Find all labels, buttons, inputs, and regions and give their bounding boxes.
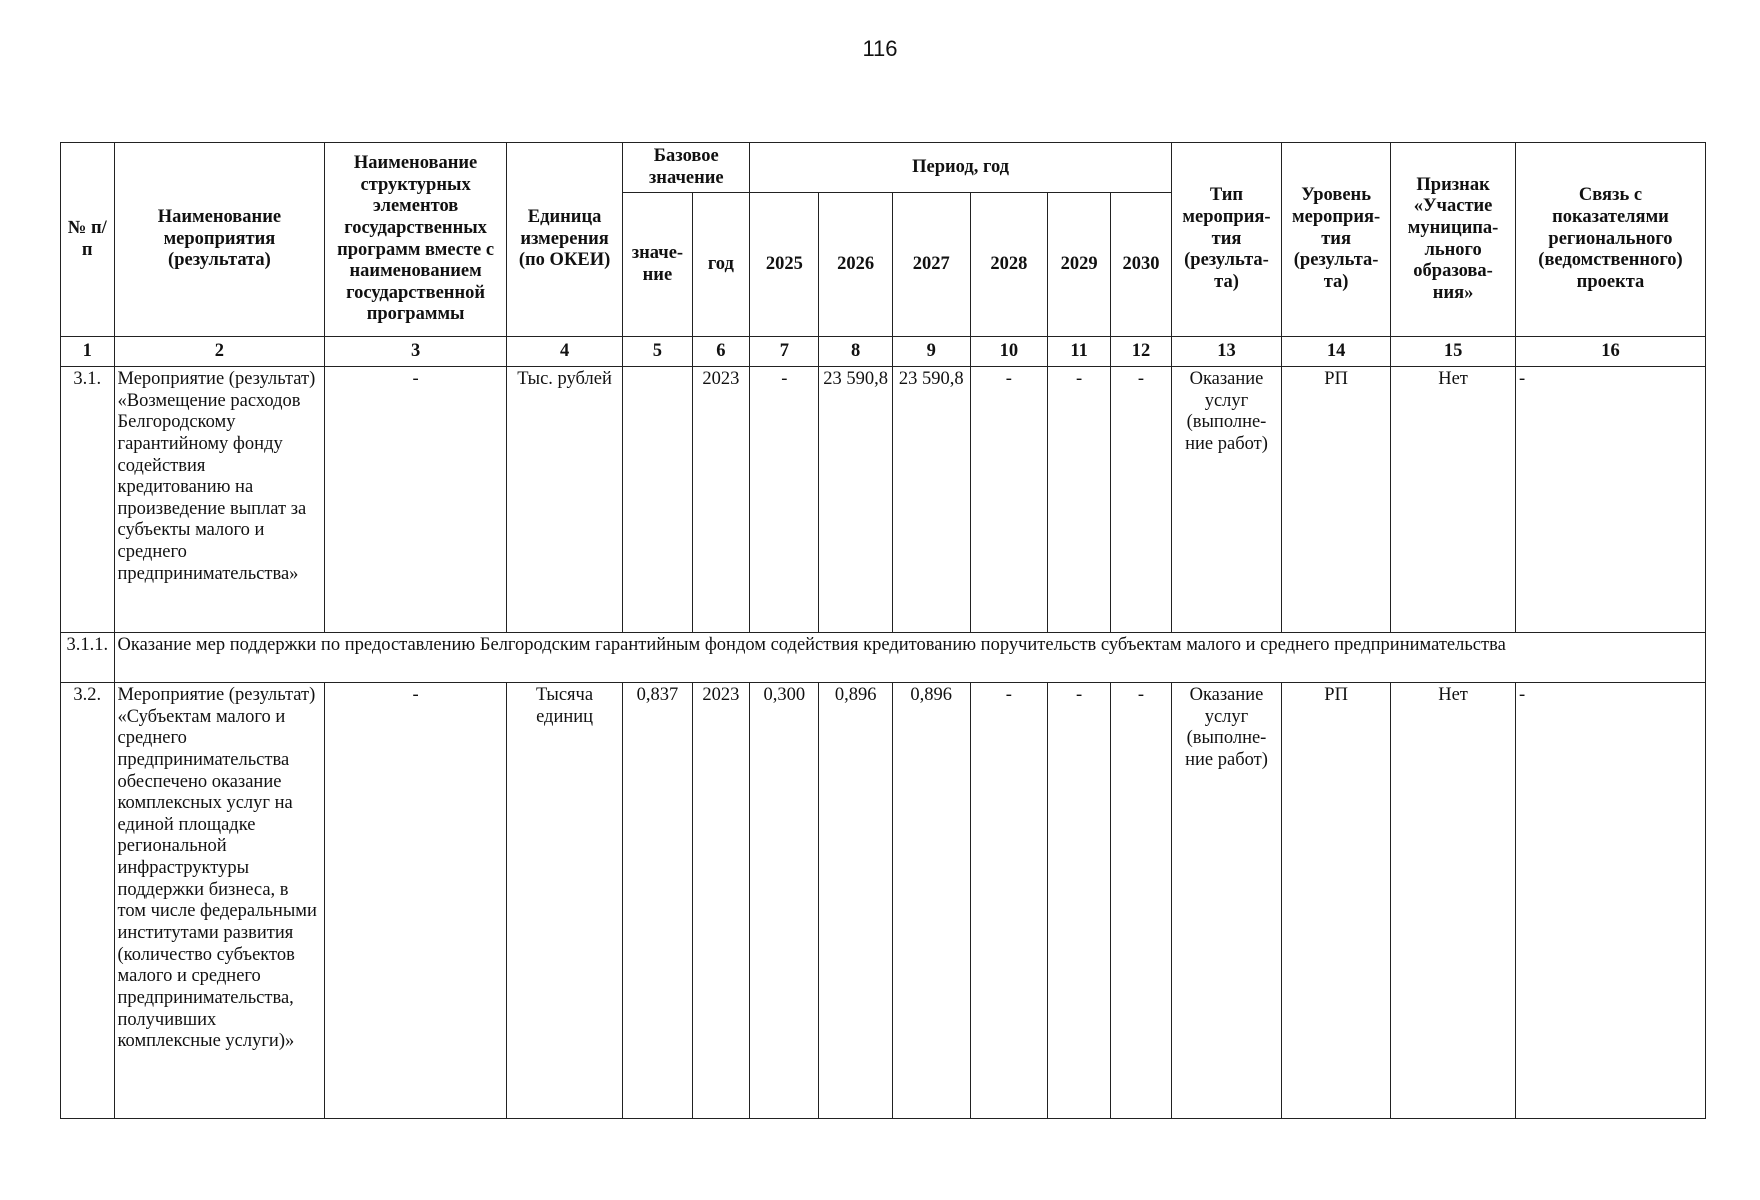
column-number: 5 [623, 337, 692, 367]
header-year-2028: 2028 [970, 193, 1048, 337]
row-number: 3.1. [61, 367, 115, 633]
row-number: 3.1.1. [61, 633, 115, 683]
column-number: 9 [892, 337, 970, 367]
project-link: - [1515, 367, 1705, 633]
value-2027: 0,896 [892, 683, 970, 1119]
row-number: 3.2. [61, 683, 115, 1119]
value-2030: - [1111, 683, 1172, 1119]
unit-of-measure: Тыс. рублей [506, 367, 622, 633]
value-2025: 0,300 [750, 683, 819, 1119]
column-number: 15 [1391, 337, 1516, 367]
activity-level: РП [1282, 367, 1391, 633]
column-number: 7 [750, 337, 819, 367]
subrow-text: Оказание мер поддержки по предоставлению Белгородским гарантийным фондом содействия кредитованию поручительств субъектам малого и среднего предпринимательства [114, 633, 1706, 683]
base-year: 2023 [692, 367, 750, 633]
column-number: 3 [325, 337, 506, 367]
header-num: № п/п [61, 143, 115, 337]
page-number: 116 [862, 36, 898, 61]
column-number: 1 [61, 337, 115, 367]
value-2026: 0,896 [819, 683, 892, 1119]
value-2028: - [970, 367, 1048, 633]
unit-of-measure: Тысяча единиц [506, 683, 622, 1119]
column-number: 2 [114, 337, 325, 367]
activities-table [60, 142, 1706, 1119]
header-structural-elements: Наименование структурных элементов государственных программ вместе с наименованием государственной программы [325, 143, 506, 337]
municipal-participation: Нет [1391, 683, 1516, 1119]
municipal-participation: Нет [1391, 367, 1516, 633]
column-number: 4 [506, 337, 622, 367]
header-year-2026: 2026 [819, 193, 892, 337]
structural-element: - [325, 367, 506, 633]
column-number: 13 [1171, 337, 1281, 367]
project-link: - [1515, 683, 1705, 1119]
header-year-2030: 2030 [1111, 193, 1172, 337]
header-period-group: Период, год [750, 143, 1172, 193]
base-value: 0,837 [623, 683, 692, 1119]
header-year-2025: 2025 [750, 193, 819, 337]
value-2026: 23 590,8 [819, 367, 892, 633]
table-row-3-1 [61, 367, 1706, 633]
activity-level: РП [1282, 683, 1391, 1119]
header-base-value-group: Базовое значение [623, 143, 750, 193]
header-base-year: год [692, 193, 750, 337]
header-project-link: Связь с показателями регионального (ведомственного) проекта [1515, 143, 1705, 337]
column-number: 16 [1515, 337, 1705, 367]
column-number: 12 [1111, 337, 1172, 367]
column-numbers-row [61, 337, 1706, 367]
column-number: 8 [819, 337, 892, 367]
value-2028: - [970, 683, 1048, 1119]
value-2025: - [750, 367, 819, 633]
column-number: 10 [970, 337, 1048, 367]
activity-name: Мероприятие (результат) «Субъектам малого и среднего предпринимательства обеспечено оказание комплексных услуг на единой площадке региональной инфраструктуры поддержки бизнеса, в том числе федеральными институтами развития (количество субъектов малого и среднего предпринимательства, получивших комплексные услуги)» [114, 683, 325, 1119]
header-unit: Единица измерения (по ОКЕИ) [506, 143, 622, 337]
column-number: 14 [1282, 337, 1391, 367]
value-2030: - [1111, 367, 1172, 633]
activity-type: Оказание услуг (выполне-ние работ) [1171, 367, 1281, 633]
structural-element: - [325, 683, 506, 1119]
header-year-2029: 2029 [1048, 193, 1111, 337]
column-number: 11 [1048, 337, 1111, 367]
header-activity-type: Тип мероприя-тия (результа-та) [1171, 143, 1281, 337]
base-value [623, 367, 692, 633]
header-year-2027: 2027 [892, 193, 970, 337]
base-year: 2023 [692, 683, 750, 1119]
table-row-3-2 [61, 683, 1706, 1119]
column-number: 6 [692, 337, 750, 367]
table-row-3-1-1 [61, 633, 1706, 683]
value-2029: - [1048, 367, 1111, 633]
header-activity-level: Уровень мероприя-тия (результа-та) [1282, 143, 1391, 337]
header-activity-name: Наименование мероприятия (результата) [114, 143, 325, 337]
value-2027: 23 590,8 [892, 367, 970, 633]
header-municipal-participation: Признак «Участие муниципа-льного образова-ния» [1391, 143, 1516, 337]
activity-name: Мероприятие (результат) «Возмещение расходов Белгородскому гарантийному фонду содействия кредитованию на произведение выплат за субъекты малого и среднего предпринимательства» [114, 367, 325, 633]
activity-type: Оказание услуг (выполне-ние работ) [1171, 683, 1281, 1119]
header-base-value: значе-ние [623, 193, 692, 337]
value-2029: - [1048, 683, 1111, 1119]
